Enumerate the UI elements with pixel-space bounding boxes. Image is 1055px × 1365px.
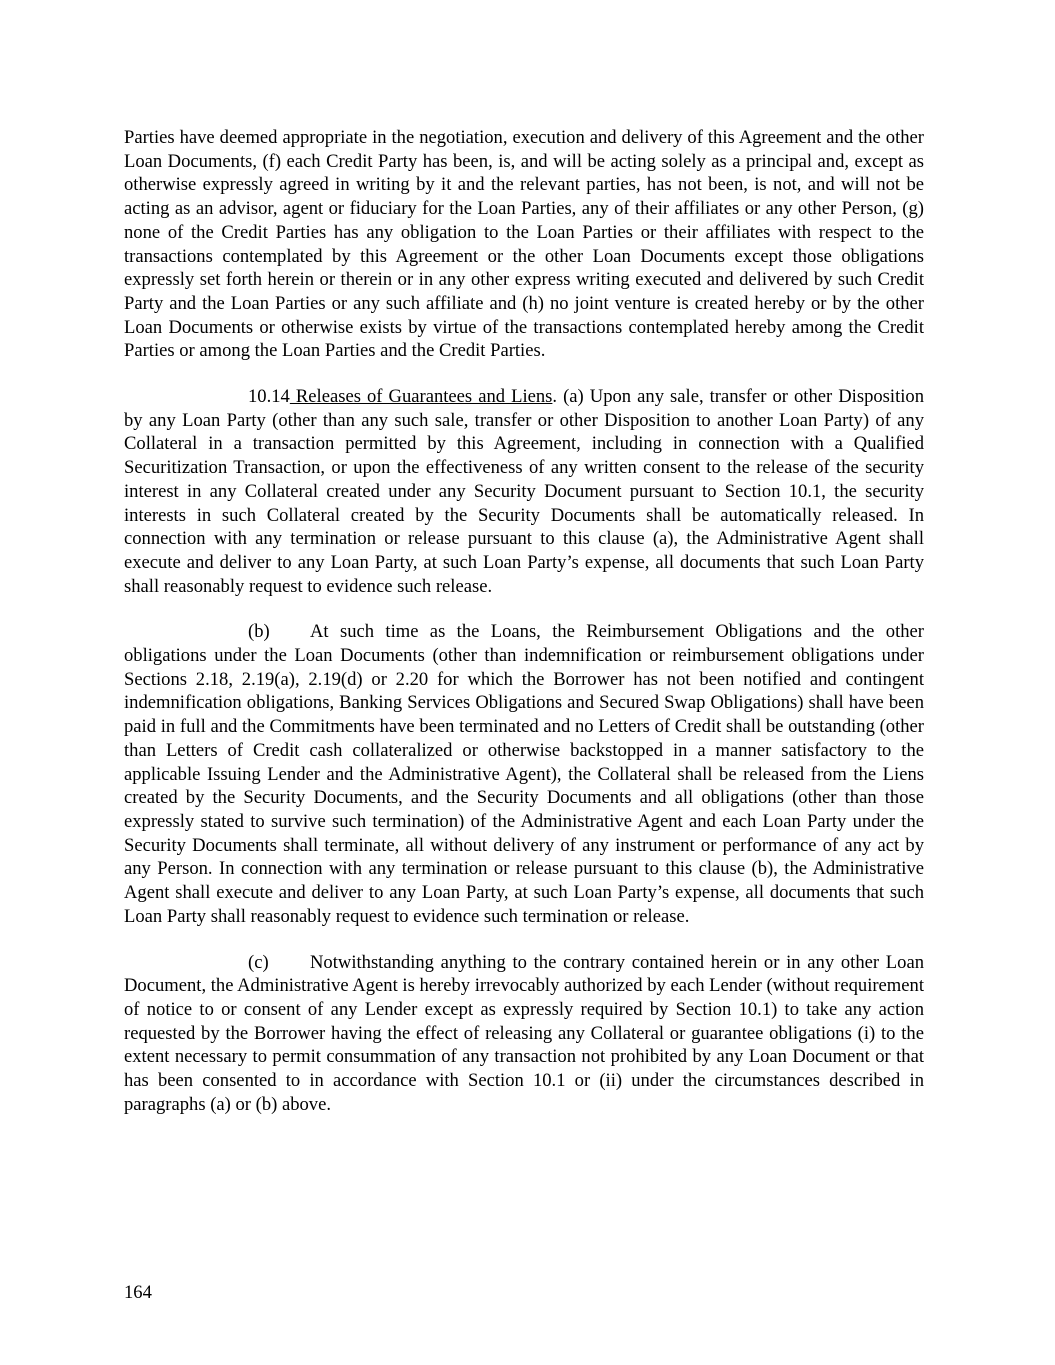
section-number: 10.14 bbox=[248, 386, 290, 408]
clause-b-body: At such time as the Loans, the Reimbursement Obligations and the other obligations under the Loan Documents (other than indemnification or reimbursement obligations under Sections 2.18, 2.19(a), 2.19(d) or 2.20 for which the Borrower has not been notified and contingent indemnification obligations, Banking Services Obligations and Secured Swap Obligations) shall have been paid in full and the Commitments have been terminated and no Letters of Credit shall be outstanding (other than Letters of Credit cash collateralized or otherwise backstopped in a manner satisfactory to the applicable Issuing Lender and the Administrative Agent), the Collateral shall be released from the Liens created by the Security Documents, and the Security Documents and all obligations (other than those expressly stated to survive such termination) of the Administrative Agent and each Loan Party under the Security Documents shall terminate, all without delivery of any instrument or performance of any act by any Person. In connection with any termination or release pursuant to this clause (b), the Administrative Agent shall execute and deliver to any Loan Party, at such Loan Party’s expense, all documents that such Loan Party shall reasonably request to evidence such termination or release. bbox=[124, 621, 924, 927]
clause-b-paragraph bbox=[124, 620, 924, 928]
document-body bbox=[124, 126, 924, 1138]
clause-c-body: Notwithstanding anything to the contrary contained herein or in any other Loan Document, the Administrative Agent is hereby irrevocably authorized by each Lender (without requirement of notice to or consent of any Lender except as expressly required by Section 10.1) to take any action requested by the Borrower having the effect of releasing any Collateral or guarantee obligations (i) to the extent necessary to permit consummation of any transaction not prohibited by any Loan Document or that has been consented to in accordance with Section 10.1 or (ii) under the circumstances described in paragraphs (a) or (b) above. bbox=[124, 951, 924, 1115]
section-10-14-paragraph bbox=[124, 385, 924, 598]
paragraph-continuation: Parties have deemed appropriate in the negotiation, execution and delivery of this Agreement and the other Loan Documents, (f) each Credit Party has been, is, and will be acting solely as a principal and, except as otherwise expressly agreed in writing by it and the relevant parties, has not been, is not, and will not be acting as an advisor, agent or fiduciary for the Loan Parties, any of their affiliates or any other Person, (g) none of the Credit Parties has any obligation to the Loan Parties or their affiliates with respect to the transactions contemplated by this Agreement or the other Loan Documents except those obligations expressly set forth herein or therein or in any other express writing executed and delivered by such Credit Party and the Loan Parties or any such affiliate and (h) no joint venture is created hereby or by the other Loan Documents or otherwise exists by virtue of the transactions contemplated hereby among the Credit Parties or among the Loan Parties and the Credit Parties. bbox=[124, 127, 924, 362]
clause-c-label: (c) bbox=[248, 951, 269, 973]
page-number: 164 bbox=[124, 1282, 152, 1303]
section-heading: Releases of Guarantees and Liens bbox=[289, 386, 553, 408]
section-10-14-body: . (a) Upon any sale, transfer or other Disposition by any Loan Party (other than any such sale, transfer or other Disposition to another Loan Party) of any Collateral in a transaction permitted by this Agreement, including in connection with a Qualified Securitization Transaction, or upon the effectiveness of any written consent to the release of the security interest in any Collateral created under any Security Document pursuant to Section 10.1, the security interests in such Collateral created by the Security Documents shall be automatically released. In connection with any termination or release pursuant to this clause (a), the Administrative Agent shall execute and deliver to any Loan Party, at such Loan Party’s expense, all documents that such Loan Party shall reasonably request to evidence such release. bbox=[124, 386, 924, 597]
clause-b-label: (b) bbox=[248, 621, 270, 643]
clause-c-paragraph bbox=[124, 951, 924, 1117]
